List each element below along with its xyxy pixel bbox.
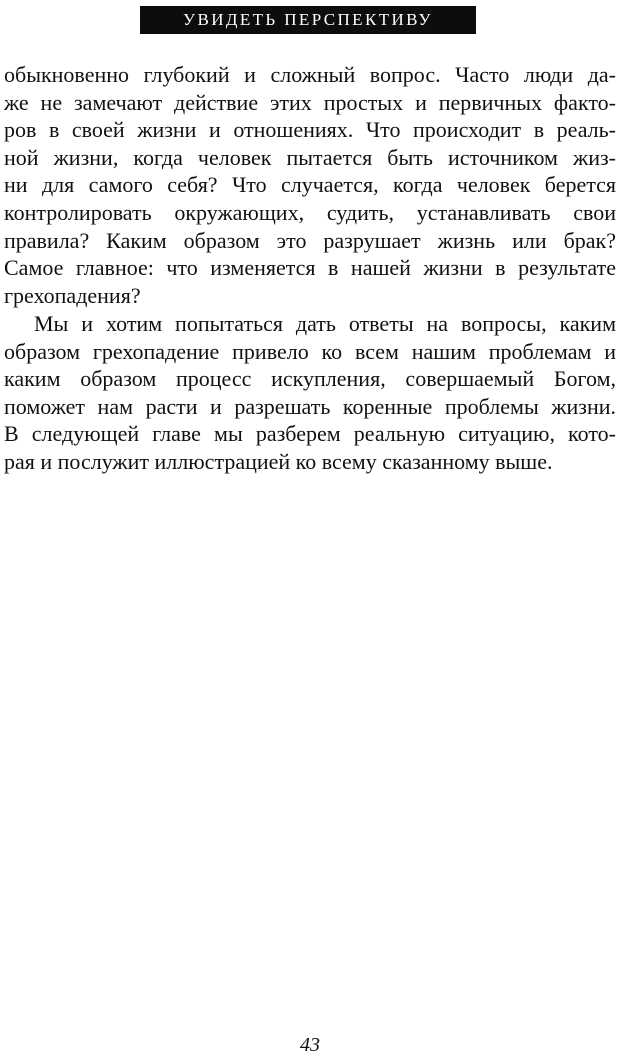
text-line: же не замечают действие этих простых и первичных факто- xyxy=(4,89,616,115)
text-line: рая и послужит иллюстрацией ко всему сказанному выше. xyxy=(4,448,553,474)
text-line: Самое главное: что изменяется в нашей жизни в результате xyxy=(4,255,616,281)
paragraph-2 xyxy=(4,310,616,476)
running-header xyxy=(140,6,476,34)
text-line: обыкновенно глубокий и сложный вопрос. Часто люди да- xyxy=(4,62,616,87)
paragraph-1 xyxy=(4,61,616,309)
text-line: правила? Каким образом это разрушает жизнь или брак? xyxy=(4,227,616,253)
text-line: ной жизни, когда человек пытается быть источником жиз- xyxy=(4,144,616,170)
text-line: Мы и хотим попытаться дать ответы на вопросы, каким xyxy=(34,311,616,336)
page-number: 43 xyxy=(300,1034,320,1056)
text-line: образом грехопадение привело ко всем нашим проблемам и xyxy=(4,338,616,364)
text-line: В следующей главе мы разберем реальную ситуацию, кото- xyxy=(4,421,616,447)
text-line: грехопадения? xyxy=(4,282,141,308)
text-line: контролировать окружающих, судить, устанавливать свои xyxy=(4,199,616,225)
running-header-title: УВИДЕТЬ ПЕРСПЕКТИВУ xyxy=(183,10,433,29)
text-line: поможет нам расти и разрешать коренные проблемы жизни. xyxy=(4,393,616,419)
text-line: каким образом процесс искупления, совершаемый Богом, xyxy=(4,366,616,392)
text-line: ров в своей жизни и отношениях. Что происходит в реаль- xyxy=(4,117,616,143)
text-line: ни для самого себя? Что случается, когда человек берется xyxy=(4,172,616,198)
